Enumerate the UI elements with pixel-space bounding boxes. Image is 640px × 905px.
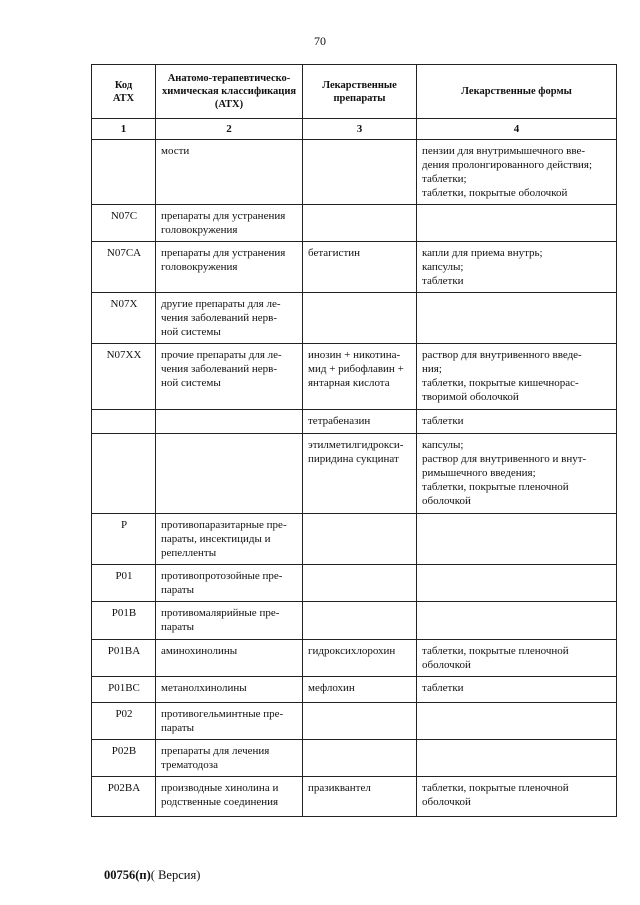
column-number: 2 <box>156 119 303 140</box>
atx-code-cell: P02BA <box>92 777 156 817</box>
text-line: Лекарственные <box>322 79 397 91</box>
table-row <box>92 434 617 514</box>
text-line: таблетки, покрытые пленочной <box>422 782 569 794</box>
text-line: противогельминтные пре- <box>161 708 284 720</box>
atx-code-cell: N07XX <box>92 344 156 410</box>
text-line: римышечного введения; <box>422 467 536 479</box>
text-line: таблетки; <box>422 173 467 185</box>
atx-code-cell: N07CA <box>92 242 156 293</box>
classification-cell <box>156 205 303 242</box>
text-line: таблетки <box>422 275 464 287</box>
classification-cell <box>156 140 303 205</box>
text-line: празиквантел <box>308 782 371 794</box>
text-line: таблетки, покрытые кишечнорас- <box>422 377 579 389</box>
text-line: капсулы; <box>422 439 464 451</box>
dosage-forms-cell <box>417 602 617 640</box>
text-line: препараты для лечения <box>161 745 270 757</box>
text-line: противомалярийные пре- <box>161 607 280 619</box>
table-row <box>92 703 617 740</box>
atx-code-cell: N07C <box>92 205 156 242</box>
text-line: параты <box>161 621 195 633</box>
text-line: янтарная кислота <box>308 377 390 389</box>
dosage-forms-cell <box>417 293 617 344</box>
table-body <box>92 140 617 817</box>
text-line: тетрабеназин <box>308 415 371 427</box>
text-line: этилметилгидрокси- <box>308 439 404 451</box>
atx-code-cell: P01BC <box>92 677 156 703</box>
text-line: капли для приема внутрь; <box>422 247 543 259</box>
text-line: противопаразитарные пре- <box>161 519 287 531</box>
text-line: препараты для устранения <box>161 210 286 222</box>
header-code <box>92 65 156 119</box>
atx-code-cell: P <box>92 514 156 565</box>
header-classification <box>156 65 303 119</box>
dosage-forms-cell <box>417 344 617 410</box>
drug-cell <box>303 514 417 565</box>
dosage-forms-cell <box>417 140 617 205</box>
text-line: пиридина сукцинат <box>308 453 399 465</box>
dosage-forms-cell <box>417 434 617 514</box>
text-line: дения пролонгированного действия; <box>422 159 593 171</box>
atx-code-cell <box>92 434 156 514</box>
dosage-forms-cell <box>417 514 617 565</box>
column-number: 4 <box>417 119 617 140</box>
table-header-row <box>92 65 617 119</box>
column-number-row <box>92 119 617 140</box>
header-drugs <box>303 65 417 119</box>
atx-code-cell <box>92 140 156 205</box>
table-row <box>92 140 617 205</box>
dosage-forms-cell <box>417 565 617 602</box>
table-row <box>92 205 617 242</box>
text-line: производные хинолина и <box>161 782 279 794</box>
text-line: АТХ <box>112 92 135 104</box>
text-line: Лекарственные формы <box>461 86 572 97</box>
text-line: препараты <box>333 92 386 104</box>
atx-code-cell: P01 <box>92 565 156 602</box>
text-line: таблетки, покрытые пленочной <box>422 481 569 493</box>
text-line: оболочкой <box>422 659 471 671</box>
text-line: таблетки <box>422 415 464 427</box>
drug-cell <box>303 602 417 640</box>
text-line: гидроксихлорохин <box>308 645 396 657</box>
text-line: головокружения <box>161 261 238 273</box>
column-number: 1 <box>92 119 156 140</box>
text-line: творимой оболочкой <box>422 391 519 403</box>
classification-cell <box>156 434 303 514</box>
text-line: оболочкой <box>422 495 471 507</box>
drug-cell <box>303 344 417 410</box>
text-line: таблетки <box>422 682 464 694</box>
text-line: раствор для внутривенного введе- <box>422 349 582 361</box>
dosage-forms-cell <box>417 677 617 703</box>
text-line: ной системы <box>161 377 221 389</box>
classification-cell <box>156 703 303 740</box>
text-line: пензии для внутримышечного вве- <box>422 145 586 157</box>
text-line: мефлохин <box>308 682 355 694</box>
text-line: прочие препараты для ле- <box>161 349 282 361</box>
text-line: параты <box>161 722 195 734</box>
drug-cell <box>303 740 417 777</box>
dosage-forms-cell <box>417 777 617 817</box>
text-line: ния; <box>422 363 442 375</box>
classification-cell <box>156 514 303 565</box>
text-line: раствор для внутривенного и внут- <box>422 453 587 465</box>
dosage-forms-cell <box>417 205 617 242</box>
classification-cell <box>156 777 303 817</box>
text-line: бетагистин <box>308 247 361 259</box>
text-line: химическая классификация <box>161 86 297 97</box>
classification-cell <box>156 344 303 410</box>
classification-cell <box>156 293 303 344</box>
drug-cell <box>303 434 417 514</box>
atx-code-cell: N07X <box>92 293 156 344</box>
text-line: таблетки, покрытые пленочной <box>422 645 569 657</box>
table-row <box>92 514 617 565</box>
classification-cell <box>156 677 303 703</box>
text-line: ной системы <box>161 326 221 338</box>
table-row <box>92 640 617 677</box>
drug-cell <box>303 777 417 817</box>
table-row <box>92 410 617 434</box>
drug-cell <box>303 677 417 703</box>
table-row <box>92 565 617 602</box>
table-row <box>92 242 617 293</box>
text-line: противопротозойные пре- <box>161 570 283 582</box>
text-line: капсулы; <box>422 261 464 273</box>
atx-code-cell: P01BA <box>92 640 156 677</box>
drug-cell <box>303 410 417 434</box>
drug-cell <box>303 703 417 740</box>
classification-cell <box>156 740 303 777</box>
dosage-forms-cell <box>417 640 617 677</box>
text-line: оболочкой <box>422 796 471 808</box>
text-line: другие препараты для ле- <box>161 298 281 310</box>
text-line: мости <box>161 145 190 157</box>
table-row <box>92 602 617 640</box>
text-line: метанолхинолины <box>161 682 247 694</box>
dosage-forms-cell <box>417 410 617 434</box>
atx-code-cell: P01B <box>92 602 156 640</box>
classification-cell <box>156 640 303 677</box>
footer-version: ( Версия) <box>150 868 201 882</box>
text-line: чения заболеваний нерв- <box>161 312 278 324</box>
text-line: таблетки, покрытые оболочкой <box>422 187 568 199</box>
dosage-forms-cell <box>417 703 617 740</box>
dosage-forms-cell <box>417 740 617 777</box>
drug-cell <box>303 140 417 205</box>
text-line: трематодоза <box>161 759 218 771</box>
text-line: головокружения <box>161 224 238 236</box>
header-forms <box>417 65 617 119</box>
document-footer <box>104 868 200 883</box>
column-number: 3 <box>303 119 417 140</box>
page-number: 70 <box>314 34 326 48</box>
text-line: чения заболеваний нерв- <box>161 363 278 375</box>
drug-cell <box>303 293 417 344</box>
table-row <box>92 777 617 817</box>
atx-code-cell <box>92 410 156 434</box>
table-row <box>92 293 617 344</box>
table-row <box>92 344 617 410</box>
text-line: Анатомо-терапевтическо- <box>167 73 291 84</box>
drug-cell <box>303 640 417 677</box>
text-line: параты, инсектициды и <box>161 533 271 545</box>
atx-table <box>91 64 617 817</box>
text-line: аминохинолины <box>161 645 238 657</box>
table-row <box>92 740 617 777</box>
drug-cell <box>303 565 417 602</box>
text-line: (АТХ) <box>214 99 244 110</box>
classification-cell <box>156 410 303 434</box>
classification-cell <box>156 565 303 602</box>
classification-cell <box>156 602 303 640</box>
atx-code-cell: P02 <box>92 703 156 740</box>
dosage-forms-cell <box>417 242 617 293</box>
text-line: инозин + никотина- <box>308 349 401 361</box>
classification-cell <box>156 242 303 293</box>
text-line: препараты для устранения <box>161 247 286 259</box>
footer-doc-id: 00756(п) <box>104 868 151 882</box>
atx-code-cell: P02B <box>92 740 156 777</box>
table-row <box>92 677 617 703</box>
drug-cell <box>303 242 417 293</box>
text-line: репелленты <box>161 547 217 559</box>
text-line: параты <box>161 584 195 596</box>
drug-cell <box>303 205 417 242</box>
text-line: Код <box>114 79 133 91</box>
text-line: родственные соединения <box>161 796 279 808</box>
text-line: мид + рибофлавин + <box>308 363 404 375</box>
